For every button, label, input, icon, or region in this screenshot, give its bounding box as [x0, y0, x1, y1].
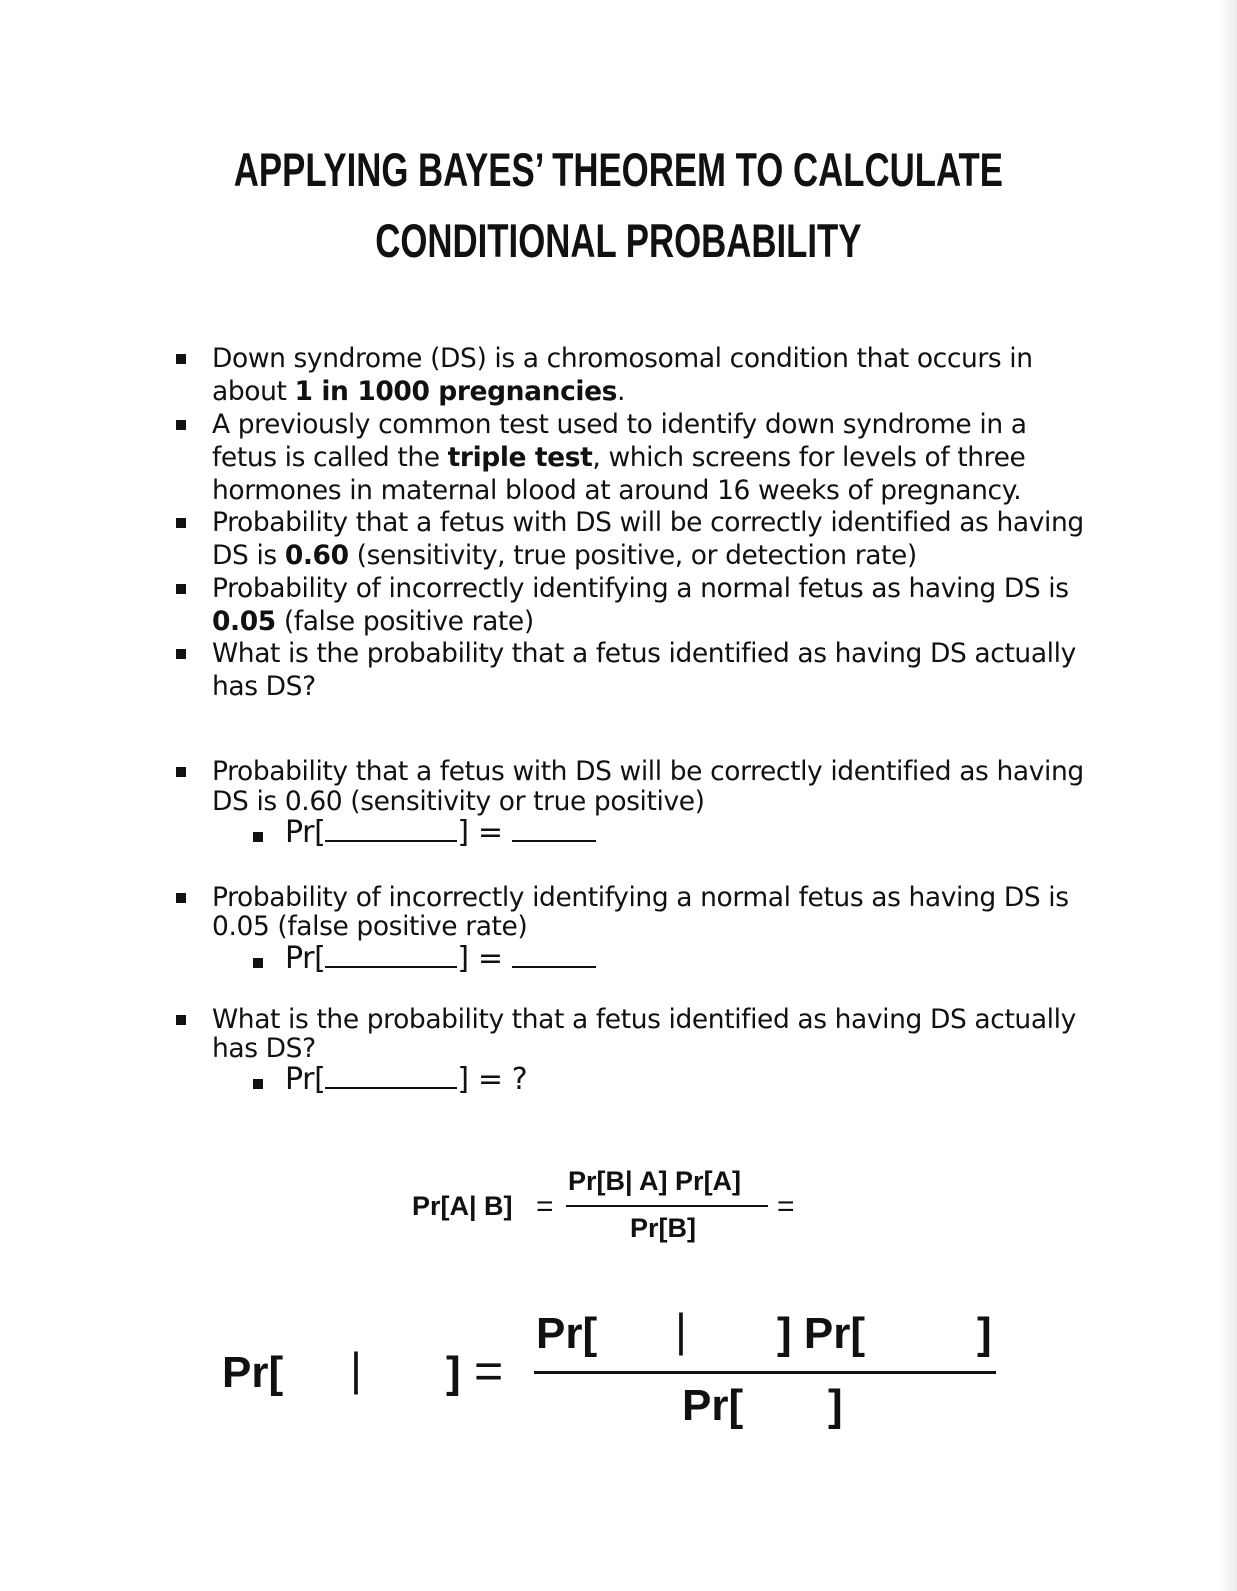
bullet-text: has DS? [212, 671, 316, 702]
sub-bullet-marker [253, 1079, 263, 1089]
sub-bullet-marker [253, 958, 263, 968]
template-den-open: Pr[ [682, 1381, 744, 1430]
template-num-bar: | [675, 1304, 687, 1356]
bayes-fraction-bar [566, 1205, 768, 1207]
question-text: DS is 0.60 (sensitivity or true positive) [212, 786, 705, 817]
question-text: What is the probability that a fetus identified as having DS actually [212, 1004, 1076, 1035]
question-text: has DS? [212, 1033, 316, 1064]
answer-line-1: Pr[ ] = [285, 818, 596, 848]
sub-bullet-marker [253, 832, 263, 842]
bullet-text: DS is 0.60 (sensitivity, true positive, or detection rate) [212, 540, 917, 571]
title-line-1: APPLYING BAYES’ THEOREM TO CALCULATE [233, 143, 1003, 196]
template-equals: = [474, 1343, 504, 1399]
bayes-numerator: Pr[B| A] Pr[A] [568, 1166, 742, 1196]
bayes-denominator: Pr[B] [630, 1213, 696, 1243]
question-text: 0.05 (false positive rate) [212, 911, 528, 942]
answer-line-2: Pr[ ] = [285, 944, 596, 974]
bullet-text: Down syndrome (DS) is a chromosomal condition that occurs in [212, 343, 1033, 374]
answer-line-3: Pr[ ] = ? [285, 1062, 528, 1097]
title-line-2: CONDITIONAL PROBABILITY [375, 214, 862, 267]
bullet-text: What is the probability that a fetus identified as having DS actually [212, 638, 1076, 669]
bayes-trailing-equals: = [777, 1190, 795, 1223]
template-lhs-open: Pr[ [222, 1348, 284, 1397]
bullet-text: Probability of incorrectly identifying a normal fetus as having DS is [212, 573, 1069, 604]
bullet-text: hormones in maternal blood at around 16 weeks of pregnancy. [212, 475, 1022, 506]
bullet-marker [176, 420, 186, 430]
template-lhs-close: ] [446, 1348, 461, 1397]
bayes-lhs: Pr[A| B] [412, 1191, 513, 1221]
bullet-marker [176, 1015, 186, 1025]
page-edge-shadow [1219, 0, 1237, 1591]
bullet-text: fetus is called the triple test, which screens for levels of three [212, 442, 1026, 473]
bullet-text: Probability that a fetus with DS will be correctly identified as having [212, 507, 1084, 538]
bullet-marker [176, 893, 186, 903]
bullet-text: 0.05 (false positive rate) [212, 606, 534, 637]
bayes-equals: = [536, 1190, 554, 1223]
question-text: Probability of incorrectly identifying a normal fetus as having DS is [212, 882, 1069, 913]
template-num-mid: ] Pr[ [777, 1309, 865, 1358]
bullet-marker [176, 767, 186, 777]
question-text: Probability that a fetus with DS will be correctly identified as having [212, 756, 1084, 787]
bullet-text: A previously common test used to identify down syndrome in a [212, 409, 1027, 440]
bullet-marker [176, 518, 186, 528]
template-num-open: Pr[ [536, 1309, 598, 1358]
template-den-close: ] [828, 1381, 843, 1430]
template-fraction-bar [534, 1371, 996, 1374]
bullet-marker [176, 354, 186, 364]
bullet-marker [176, 584, 186, 594]
template-lhs-bar: | [350, 1343, 362, 1395]
template-num-close: ] [977, 1309, 992, 1358]
bullet-marker [176, 649, 186, 659]
bullet-text: about 1 in 1000 pregnancies. [212, 376, 626, 407]
